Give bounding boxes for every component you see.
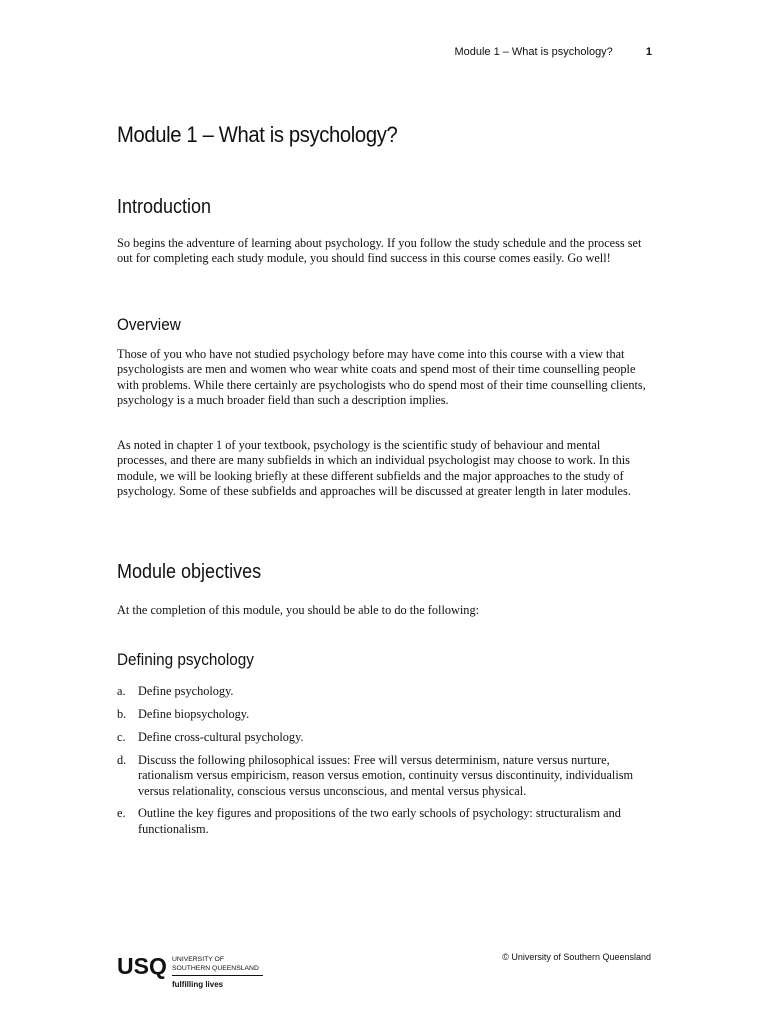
svg-text:UNIVERSITY OF: UNIVERSITY OF xyxy=(172,956,224,963)
overview-heading: Overview xyxy=(117,315,181,334)
list-item-text: Define psychology. xyxy=(138,684,234,698)
list-item xyxy=(117,730,653,745)
list-marker: a. xyxy=(117,684,126,698)
page-number: 1 xyxy=(645,46,652,58)
list-marker: d. xyxy=(117,752,127,767)
svg-text:USQ: USQ xyxy=(117,953,167,979)
svg-text:fulfilling lives: fulfilling lives xyxy=(172,980,224,989)
overview-paragraph-1: Those of you who have not studied psychology before may have come into this course with a view that psychologists are men and women who wear white coats and spend most of their time counselling people with problems. While there certainly are psychologists who do spend most of their time counselling clients, psychology is a much broader field than such a description implies. xyxy=(117,347,646,408)
running-header xyxy=(454,46,652,58)
list-marker: e. xyxy=(117,806,126,821)
running-header-title: Module 1 – What is psychology? xyxy=(454,46,613,58)
list-item-text: Define cross-cultural psychology. xyxy=(138,729,304,744)
objectives-intro: At the completion of this module, you should be able to do the following: xyxy=(117,603,480,617)
objectives-heading: Module objectives xyxy=(117,561,262,583)
document-title: Module 1 – What is psychology? xyxy=(117,122,398,147)
objectives-list xyxy=(117,684,653,845)
list-item xyxy=(117,684,653,699)
list-item xyxy=(117,806,653,837)
list-item-text: Outline the key figures and propositions of the two early schools of psychology: structuralism and functionalism. xyxy=(138,806,621,836)
introduction-paragraph: So begins the adventure of learning about psychology. If you follow the study schedule and the process set out for completing each study module, you should find success in this course comes easily. Go well! xyxy=(117,236,642,266)
list-marker: c. xyxy=(117,729,126,744)
list-item-text: Discuss the following philosophical issues: Free will versus determinism, nature versus nurture, rationalism versus empiricism, reason versus emotion, continuity versus discontinuity, individualism versus relationality, conscious versus unconscious, and mental versus physical. xyxy=(138,752,634,798)
usq-logo xyxy=(117,950,267,995)
svg-text:SOUTHERN QUEENSLAND: SOUTHERN QUEENSLAND xyxy=(172,965,259,972)
defining-psychology-heading: Defining psychology xyxy=(117,650,254,669)
list-item-text: Define biopsychology. xyxy=(138,706,250,721)
list-item xyxy=(117,707,653,722)
introduction-heading: Introduction xyxy=(117,196,212,218)
list-marker: b. xyxy=(117,706,127,721)
list-item xyxy=(117,753,653,799)
copyright-notice: © University of Southern Queensland xyxy=(502,952,651,962)
overview-paragraph-2: As noted in chapter 1 of your textbook, psychology is the scientific study of behaviour and mental processes, and there are many subfields in which an individual psychologist may choose to work. In this module, we will be looking briefly at these different subfields and the major approaches to the study of psychology. Some of these subfields and approaches will be discussed at greater length in later modules. xyxy=(117,438,631,499)
